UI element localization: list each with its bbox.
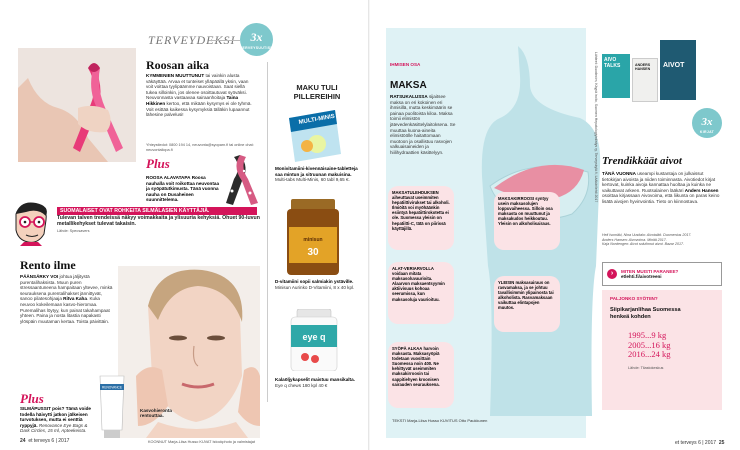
eye-q-bottle bbox=[285, 309, 343, 371]
left-footer: 24 et terveys 6 | 2017 bbox=[20, 438, 70, 444]
arrow-right-icon: › bbox=[607, 269, 617, 279]
fact-bubble-3: ALAT-VERIARVOLLA voidaan mitata maksasoluvaurioita. Alaarvon maksaentsyymin aktiivisuus kohoaa seerumissa, kun maksasoluja vaurioituu. bbox=[388, 262, 454, 324]
right-page bbox=[370, 0, 740, 450]
fact-bubble-4: YLEISIN maksasairaus on rasvamaksa, ja se johtuu tavallisimmin ylipainosta tai alkoholista. Rasvamaksaan vaikuttaa elintapojen muutos. bbox=[494, 276, 560, 332]
pink-ribbon-photo bbox=[18, 48, 136, 162]
stat-source: Lähde: Tilastokeskus bbox=[628, 365, 664, 370]
plus-label-2: Plus bbox=[20, 391, 44, 406]
product1-desc: Monivitamiini-kivennäisaine-tabletteja saa mintun ja sitruunan makuisina. Multi-tabs Multi-Minis, 60 tabl 9,65 €. bbox=[275, 166, 358, 183]
roosan-title: Roosan aika bbox=[146, 58, 210, 72]
glasses-man-illustration bbox=[8, 200, 54, 246]
count-badge: 3x TERVEYSUUTISET bbox=[240, 23, 273, 56]
organ-body: RATSUKALUSSA sijaitsee maksa on eri kokoinen eri ihmisillä, mutta keskimäärin se painaa puolitoista kiloa. Maksa toimii elimistön jätevedenkäsittelylaitoksena. Se muuttaa kuona-aineita elimistöölle haitattomaan muotoon ja osallistuu rasvojen valkuaisaineiden ja hiilihydraattien käsittelyyn. bbox=[390, 94, 456, 155]
trend-title: Trendikkäät aivot bbox=[602, 155, 682, 167]
right-footer: et terveys 6 | 2017 25 bbox=[675, 440, 725, 446]
trend-refs: Heli Isomäki, Nina Uusitalo: Aivotalkit. Duomenius 2017. Anders Hansen: Aivovoima. Minitä 2017. Kaja Nordengen: Aivot solulinnut aivot. Bazar 2017. bbox=[602, 233, 692, 247]
stat-lead: PALJONKO SYÖTIIN? bbox=[610, 296, 658, 301]
section-rule bbox=[210, 40, 240, 41]
vertical-source: Lähteet: Duodecim, Käypä hoito, Suomen Hepatologiyhdistys ry, Terveyskylä.fi, Lääkärilehti 2017 bbox=[594, 52, 598, 203]
product2-desc: D-vitamiini sopii salmiakin ystäville. Minisun Aurinko D-Vitamiini, 8 x 40 kpl. bbox=[275, 279, 355, 290]
photo-caption: Kasvohieronta rentouttaa. bbox=[140, 408, 172, 419]
plus-label-1: Plus bbox=[146, 156, 170, 171]
poultry-stat-box bbox=[602, 290, 722, 410]
ribbon-scarf-photo bbox=[224, 155, 260, 205]
svg-text:eye q: eye q bbox=[302, 332, 326, 342]
fact-bubble-5: SYÖPÄ ALKAA harvoin maksasta. Maksasyöpiä todetaan vuosittain Suomessa noin 400. Ne kehittyvät useimmiten maksakirroosin tai sappitiehyen kroonisen sairauden seurauksena. bbox=[388, 342, 454, 408]
column-divider bbox=[267, 62, 268, 402]
stat-title: Siipikarjanlihaa Suomessa henkeä kohden bbox=[610, 307, 681, 320]
book-aivot: AIVOT bbox=[660, 40, 696, 100]
trend-body: TÄNÄ VUONNA useampi kustantaja on julkaissut tietokirjan aivoista ja niiden toiminnasta. Aivotiedot kirjat kertovat, kuinka aivoja kannattaa huoltaa ja kuinka ne vaikuttavat arkeen. Ruotsalainen lääkäri Anders Hansen osoittaa kirjassaan Aivovoima, että liikunta on paras keino lisätä aivojen hyvinvointia. Tieto on kiinnostava. bbox=[602, 171, 720, 204]
memory-link-box[interactable] bbox=[602, 262, 722, 286]
right-credits: TEKSTI Marja-Liisa Husso KUVITUS Otto Paukkunen bbox=[392, 418, 488, 423]
plus2-body: SILMÄPUSSIT pois? Tämä voide todella häivytti jatkon jälkeisen turvotuksen, mutta ei senttiä ryppyjä. Renovance Eye Bags & Dark Circles, 15 ml, Apteekeista. bbox=[20, 406, 91, 434]
roosan-contact: Yhteystiedot: 0800 194 14, neuvonta@syoparn.fi tai online chat: neuvontaliopa.fi bbox=[146, 143, 254, 152]
memory-url[interactable]: etlehti.fi/aivotreeni bbox=[621, 274, 662, 279]
book-hansen: ANDERS HANSEN bbox=[632, 58, 658, 102]
fact-bubble-1: MAKSATULEHDUKSEN aiheuttavat useimmiten hepatiittivirukset tai alkoholi. Ilmiöitä voi myöhäänkin esiintyä hepatiittirokotetta ei ole. Suomessa yleisin on hepatiitti-C, tätä on piirissä käyttäjillä. bbox=[388, 186, 454, 250]
eyes-source: Lähde: Specsavers bbox=[57, 229, 90, 233]
book-aivotalks: AIVO TALKS bbox=[602, 54, 630, 98]
organ-title: MAKSA bbox=[390, 80, 427, 91]
memory-question: MITEN MUISTI PARANEE? bbox=[621, 269, 679, 274]
organ-tag: IHMISEN OSA bbox=[390, 62, 421, 67]
rento-title: Rento ilme bbox=[20, 258, 76, 272]
fact-bubble-2: MAKSAKIRROOSI syntyy usein maksasolujen loppuvaiheessa. Silloin osa maksasta on muuttunut ja maksakudos heikkoutuu. Yleisin on alkoholisairaus. bbox=[494, 192, 560, 250]
eye-cream-tube bbox=[96, 374, 128, 438]
section-label: TERVEYDEKSI bbox=[148, 33, 236, 47]
left-credits: KOONNUT Marja-Liisa Husso KUVAT Istockphoto ja valmistajat bbox=[148, 440, 255, 444]
eyes-body: Tulevan talven trendeissä näkyy voimakkaita ja ylisuuria kehyksiä. Ohuet 90-luvun metallikehykset tulevat takaisin. bbox=[57, 215, 260, 228]
stat-rows: 1995...9 kg 2005...16 kg 2016...24 kg bbox=[628, 330, 671, 359]
svg-text:MULTI-MINIS: MULTI-MINIS bbox=[298, 113, 336, 126]
svg-text:RENOVANCE: RENOVANCE bbox=[102, 385, 122, 390]
eyes-banner: SUOMALAISET OVAT ROHKEITA SILMÄLASIEN KÄYTTÄJIÄ. bbox=[57, 207, 257, 215]
vitamin-d-bottle bbox=[283, 197, 343, 277]
rento-body: PÄÄNSÄRKY VOI johtua jäljitystä purentalihaksista. Muun puren stressaantuneena hampaitaan yltevee, minkä seurauksena purentalihakset jännittyvät, sanoo pilatesohjaaja Ritva Kaha. Kuka neuvoo kokeilemaan kasvo-hieromaa. Puremalihas löytyy, kun painat takahampaat yhteen. Paina ja nosta litastia napakasti ylöspäin muutaman kertaa. Toista päivittäin. bbox=[20, 274, 113, 324]
product3-desc: Kalaöljykapselit maistuu mansikalta. Eye q chews 180 kpl 40 € bbox=[275, 377, 355, 388]
pill-title: MAKU TULI PILLEREIHIN bbox=[293, 83, 341, 101]
roosan-body: KYMMENIEN MUUTTUNUT tai vainkin alusta väkäyttää. Arvaa et tunteiset ylläpäällä yksin, vaan voit voittaa tyylipäämme nauvoistaan. Saat siellä tukea silloinkin, jos olenee osoittautuvat syöväksi. Neuvonnasta vastaavaa sairaanhoitaja Taina Hikkinen kertoo, että mikään kysymys ei ole tyhmä. Voit esittää kaikessa kysymyksiä tälläkin lupaannut lähesine palvelusi! bbox=[146, 73, 252, 118]
books-badge: 3x KIRJAT bbox=[692, 108, 722, 138]
plus1-body: ROOSA ALAVATAPA Roosa nauhalla voit roikottaa neuvontaa ja syöpätutkimusta. Tänä vuonna nauha on Dusaheinen suunnittelema. bbox=[146, 175, 220, 203]
multi-minis-box bbox=[285, 106, 343, 164]
svg-text:30: 30 bbox=[307, 247, 319, 258]
svg-text:minisun: minisun bbox=[303, 237, 323, 243]
